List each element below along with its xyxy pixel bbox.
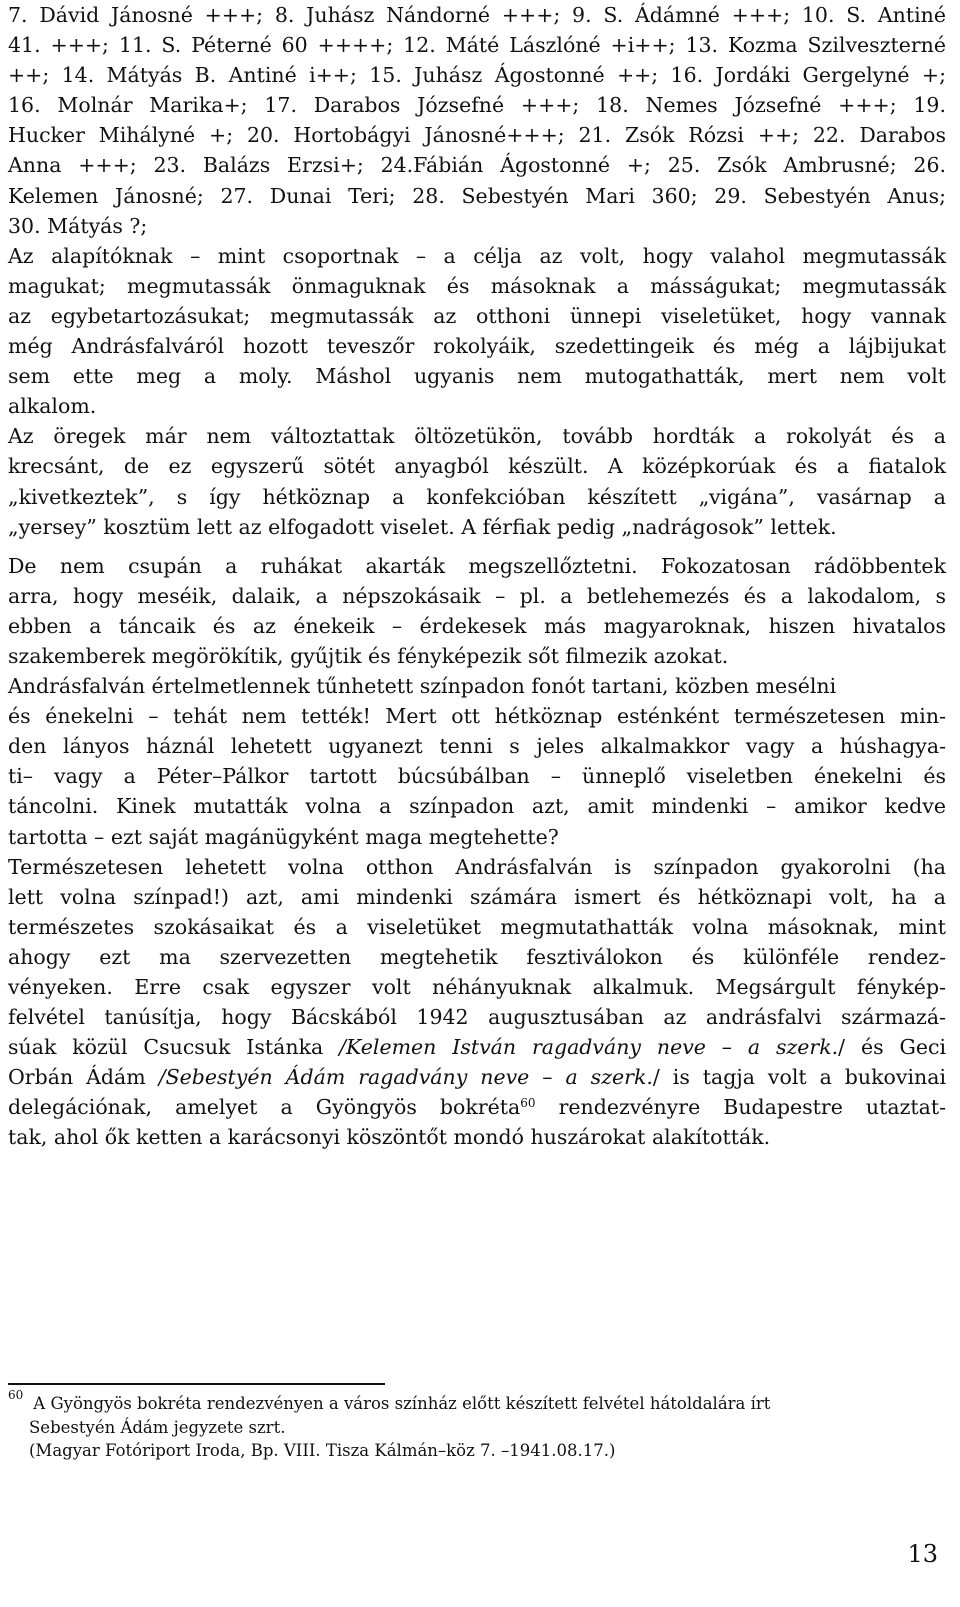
text-line: természetes szokásaikat és a viseletüket megmutathatták volna másoknak, mint bbox=[8, 914, 946, 939]
paragraph-clothing bbox=[8, 421, 946, 541]
text-line: 7. Dávid Jánosné +++; 8. Juhász Nándorné +++; 9. S. Ádámné +++; 10. S. Antiné bbox=[8, 3, 946, 27]
text-line: az egybetartozásukat; megmutassák az otthoni ünnepi viseletüket, hogy vannak bbox=[8, 303, 946, 328]
text-line: Andrásfalván értelmetlennek tűnhetett színpadon fonót tartani, közben mesélni bbox=[8, 674, 837, 699]
text-line: arra, hogy meséik, dalaik, a népszokásaik – pl. a betlehemezés és a lakodalom, s bbox=[8, 583, 946, 608]
text-line: sem ette meg a moly. Máshol ugyanis nem mutogathatták, mert nem volt bbox=[8, 364, 946, 389]
paragraph-stage bbox=[8, 852, 946, 1153]
text-line: Hucker Mihályné +; 20. Hortobágyi Jánosné+++; 21. Zsók Rózsi ++; 22. Darabos bbox=[8, 123, 946, 148]
text-line: De nem csupán a ruhákat akarták megszellőztetni. Fokozatosan rádöbbentek bbox=[8, 553, 946, 578]
text-line: Az öregek már nem változtattak öltözetükön, tovább hordták a rokolyát és a bbox=[8, 424, 946, 449]
text-line: szakemberek megörökítik, gyűjtik és fényképezik sőt filmezik azokat. bbox=[8, 643, 729, 668]
text-line: ebben a táncaik és az énekeik – érdekesek más magyaroknak, hiszen hivatalos bbox=[8, 613, 946, 638]
text-line: 30. Mátyás ?; bbox=[8, 213, 148, 238]
text-line: 41. +++; 11. S. Péterné 60 ++++; 12. Máté Lászlóné +i++; 13. Kozma Szilveszterné bbox=[8, 33, 946, 58]
text-line: 16. Molnár Marika+; 17. Darabos Józsefné +++; 18. Nemes Józsefné +++; 19. bbox=[8, 93, 946, 118]
footnote-source: (Magyar Fotóriport Iroda, Bp. VIII. Tisza Kálmán–köz 7. –1941.08.17.) bbox=[29, 1441, 616, 1460]
footnote-text: Sebestyén Ádám jegyzete szrt. bbox=[29, 1417, 286, 1437]
footnote-divider bbox=[8, 1383, 385, 1385]
text-line: Kelemen Jánosné; 27. Dunai Teri; 28. Sebestyén Mari 360; 29. Sebestyén Anus; bbox=[8, 183, 946, 208]
text-line: ti– vagy a Péter–Pálkor tartott búcsúbálban – ünneplő viseletben énekelni és bbox=[8, 764, 946, 789]
text-line: den lányos háznál lehetett ugyanezt tenni s jeles alkalmakkor vagy a húshagya- bbox=[8, 734, 946, 759]
footnote-number: 60 bbox=[8, 1388, 24, 1402]
intro-name-list bbox=[8, 0, 946, 241]
paragraph-andrasfalva bbox=[8, 671, 946, 852]
paragraph-founders bbox=[8, 241, 946, 422]
text-line: tartotta – ezt saját magánügyként maga megtehette? bbox=[8, 824, 559, 849]
text-line: felvétel tanúsítja, hogy Bácskából 1942 augusztusában az andrásfalvi származá- bbox=[8, 1005, 946, 1030]
text-line: és énekelni – tehát nem tették! Mert ott hétköznap esténként természetesen min- bbox=[8, 704, 946, 729]
text-line: ahogy ezt ma szervezetten megtehetik fesztiválokon és különféle rendez- bbox=[8, 944, 946, 969]
text-line: Orbán Ádám /Sebestyén Ádám ragadvány neve – a szerk./ is tagja volt a bukovinai bbox=[8, 1065, 947, 1090]
page-body bbox=[8, 0, 946, 1153]
footnote bbox=[8, 1388, 928, 1463]
text-line: vényeken. Erre csak egyszer volt néhányuknak alkalmuk. Megsárgult fénykép- bbox=[8, 975, 946, 999]
text-line: Az alapítóknak – mint csoportnak – a célja az volt, hogy valahol megmutassák bbox=[8, 243, 946, 268]
text-line: lett volna színpad!) azt, ami mindenki számára ismert és hétköznapi volt, ha a bbox=[8, 884, 946, 909]
text-line: „kivetkeztek”, s így hétköznap a konfekcióban készített „vigána”, vasárnap a bbox=[8, 484, 946, 509]
text-line: delegációnak, amelyet a Gyöngyös bokréta$^{60}$ rendezvényre Budapestre utaztat- bbox=[8, 1095, 946, 1120]
text-line: Természetesen lehetett volna otthon Andrásfalván is színpadon gyakorolni (ha bbox=[8, 854, 946, 879]
text-line: alkalom. bbox=[8, 394, 97, 419]
text-line: tak, ahol ők ketten a karácsonyi köszöntőt mondó huszárokat alakították. bbox=[8, 1125, 771, 1150]
text-line: ++; 14. Mátyás B. Antiné i++; 15. Juhász Ágostonné ++; 16. Jordáki Gergelyné +; bbox=[8, 63, 946, 88]
text-line: táncolni. Kinek mutatták volna a színpadon azt, amit mindenki – amikor kedve bbox=[8, 794, 946, 819]
text-line: magukat; megmutassák önmaguknak és másoknak a másságukat; megmutassák bbox=[8, 273, 946, 298]
text-line: krecsánt, de ez egyszerű sötét anyagból készült. A középkorúak és a fiatalok bbox=[8, 454, 946, 479]
paragraph-realisation bbox=[8, 551, 946, 671]
page-number: 13 bbox=[907, 1540, 938, 1568]
text-line: „yersey” kosztüm lett az elfogadott viselet. A férfiak pedig „nadrágosok” lettek. bbox=[8, 514, 837, 539]
text-line: súak közül Csucsuk Istánka /Kelemen István ragadvány neve – a szerk./ és Geci bbox=[8, 1035, 946, 1060]
text-line: még Andrásfalváról hozott teveszőr rokolyáik, szedettingeik és még a lájbijukat bbox=[8, 334, 946, 359]
footnote-reference[interactable]: 60 bbox=[520, 1096, 536, 1111]
footnote-text: A Gyöngyös bokréta rendezvényen a város színház előtt készített felvétel hátoldalára írt bbox=[33, 1394, 771, 1413]
text-line: Anna +++; 23. Balázs Erzsi+; 24.Fábián Ágostonné +; 25. Zsók Ambrusné; 26. bbox=[8, 153, 946, 178]
